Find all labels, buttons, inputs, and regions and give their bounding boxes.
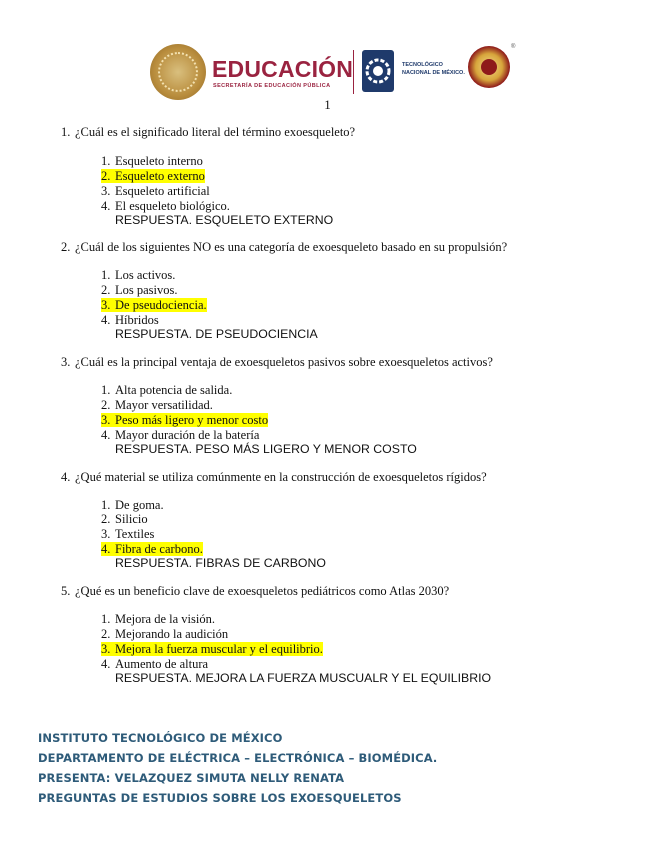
question-label: ¿Cuál es la principal ventaja de exoesqueletos pasivos sobre exoesqueletos activos?	[75, 355, 493, 369]
option-label: Esqueleto externo	[115, 169, 205, 183]
question-text	[61, 125, 355, 140]
footer-subject: PREGUNTAS DE ESTUDIOS SOBRE LOS EXOESQUELETOS	[38, 791, 402, 805]
answer-text: RESPUESTA. PESO MÁS LIGERO Y MENOR COSTO	[115, 442, 417, 456]
question-text	[61, 470, 487, 485]
option-number: 1.	[101, 154, 111, 168]
page-number: 1	[324, 97, 331, 112]
education-logo-subtitle: SECRETARÍA DE EDUCACIÓN PÚBLICA	[213, 83, 331, 89]
footer-institute: INSTITUTO TECNOLÓGICO DE MÉXICO	[38, 731, 283, 745]
option-label: De goma.	[115, 498, 164, 512]
option-number: 2.	[101, 398, 111, 412]
option-item	[101, 657, 208, 672]
option-item	[101, 498, 164, 513]
question-text	[61, 584, 449, 599]
registered-mark: ®	[511, 44, 516, 50]
option-number: 3.	[101, 184, 111, 198]
option-item	[101, 428, 259, 443]
option-label: Alta potencia de salida.	[115, 383, 233, 397]
option-label: El esqueleto biológico.	[115, 199, 230, 213]
option-label: Híbridos	[115, 313, 159, 327]
option-item-correct	[101, 298, 207, 313]
option-label: Esqueleto interno	[115, 154, 203, 168]
question-text	[61, 240, 507, 255]
education-logo-text: EDUCACIÓN	[212, 56, 354, 82]
question-label: ¿Cuál es el significado literal del término exoesqueleto?	[75, 125, 356, 139]
option-item	[101, 283, 178, 298]
question-number: 5.	[61, 584, 71, 598]
option-number: 1.	[101, 383, 111, 397]
option-number: 2.	[101, 512, 111, 526]
footer-presenter: PRESENTA: VELAZQUEZ SIMUTA NELLY RENATA	[38, 771, 345, 785]
tecnm-gear-logo	[360, 48, 396, 94]
option-label: Textiles	[115, 527, 155, 541]
answer-text: RESPUESTA. ESQUELETO EXTERNO	[115, 213, 334, 227]
option-label: Silicio	[115, 512, 148, 526]
option-number: 4.	[101, 542, 111, 556]
footer-department: DEPARTAMENTO DE ELÉCTRICA – ELECTRÓNICA – BIOMÉDICA.	[38, 751, 438, 765]
tecnm-line-2: NACIONAL DE MÉXICO.	[402, 70, 465, 76]
logo-divider	[353, 50, 354, 94]
question-text	[61, 355, 493, 370]
question-number: 1.	[61, 125, 71, 139]
tecnm-line-1: TECNOLÓGICO	[402, 62, 443, 68]
option-label: Mayor versatilidad.	[115, 398, 213, 412]
answer-text: RESPUESTA. DE PSEUDOCIENCIA	[115, 327, 318, 341]
option-number: 4.	[101, 657, 111, 671]
option-item-correct	[101, 169, 205, 184]
option-label: Los activos.	[115, 268, 176, 282]
option-number: 4.	[101, 313, 111, 327]
option-item	[101, 612, 215, 627]
question-number: 4.	[61, 470, 71, 484]
option-label: Aumento de altura	[115, 657, 209, 671]
option-item-correct	[101, 542, 203, 557]
tecnm-logo-text	[402, 61, 465, 77]
option-label: Mejora de la visión.	[115, 612, 215, 626]
option-item	[101, 398, 213, 413]
option-label: Esqueleto artificial	[115, 184, 210, 198]
option-label: Mayor duración de la batería	[115, 428, 260, 442]
option-number: 2.	[101, 627, 111, 641]
option-item	[101, 627, 228, 642]
option-item	[101, 313, 159, 328]
option-label: Mejora la fuerza muscular y el equilibrio.	[115, 642, 323, 656]
institute-crest-logo	[468, 46, 510, 88]
option-number: 2.	[101, 169, 111, 183]
option-number: 3.	[101, 527, 111, 541]
option-item-correct	[101, 642, 323, 657]
answer-text: RESPUESTA. FIBRAS DE CARBONO	[115, 556, 326, 570]
option-label: Peso más ligero y menor costo	[115, 413, 269, 427]
question-number: 3.	[61, 355, 71, 369]
document-header	[150, 42, 516, 102]
option-number: 1.	[101, 498, 111, 512]
option-label: Fibra de carbono.	[115, 542, 203, 556]
question-number: 2.	[61, 240, 71, 254]
mexico-seal-logo	[150, 44, 206, 100]
option-item	[101, 383, 232, 398]
option-number: 3.	[101, 298, 111, 312]
option-number: 4.	[101, 199, 111, 213]
option-number: 4.	[101, 428, 111, 442]
option-item	[101, 184, 210, 199]
option-item	[101, 268, 175, 283]
option-number: 1.	[101, 612, 111, 626]
option-item	[101, 154, 203, 169]
option-number: 1.	[101, 268, 111, 282]
option-item	[101, 527, 154, 542]
question-label: ¿Cuál de los siguientes NO es una categoría de exoesqueleto basado en su propulsión?	[75, 240, 508, 254]
option-item-correct	[101, 413, 268, 428]
option-number: 2.	[101, 283, 111, 297]
option-label: Los pasivos.	[115, 283, 178, 297]
option-label: Mejorando la audición	[115, 627, 229, 641]
option-number: 3.	[101, 642, 111, 656]
option-label: De pseudociencia.	[115, 298, 207, 312]
question-label: ¿Qué material se utiliza comúnmente en la construcción de exoesqueletos rígidos?	[75, 470, 487, 484]
option-item	[101, 512, 148, 527]
option-number: 3.	[101, 413, 111, 427]
option-item	[101, 199, 230, 214]
question-label: ¿Qué es un beneficio clave de exoesqueletos pediátricos como Atlas 2030?	[75, 584, 450, 598]
answer-text: RESPUESTA. MEJORA LA FUERZA MUSCUALR Y EL EQUILIBRIO	[115, 671, 492, 685]
